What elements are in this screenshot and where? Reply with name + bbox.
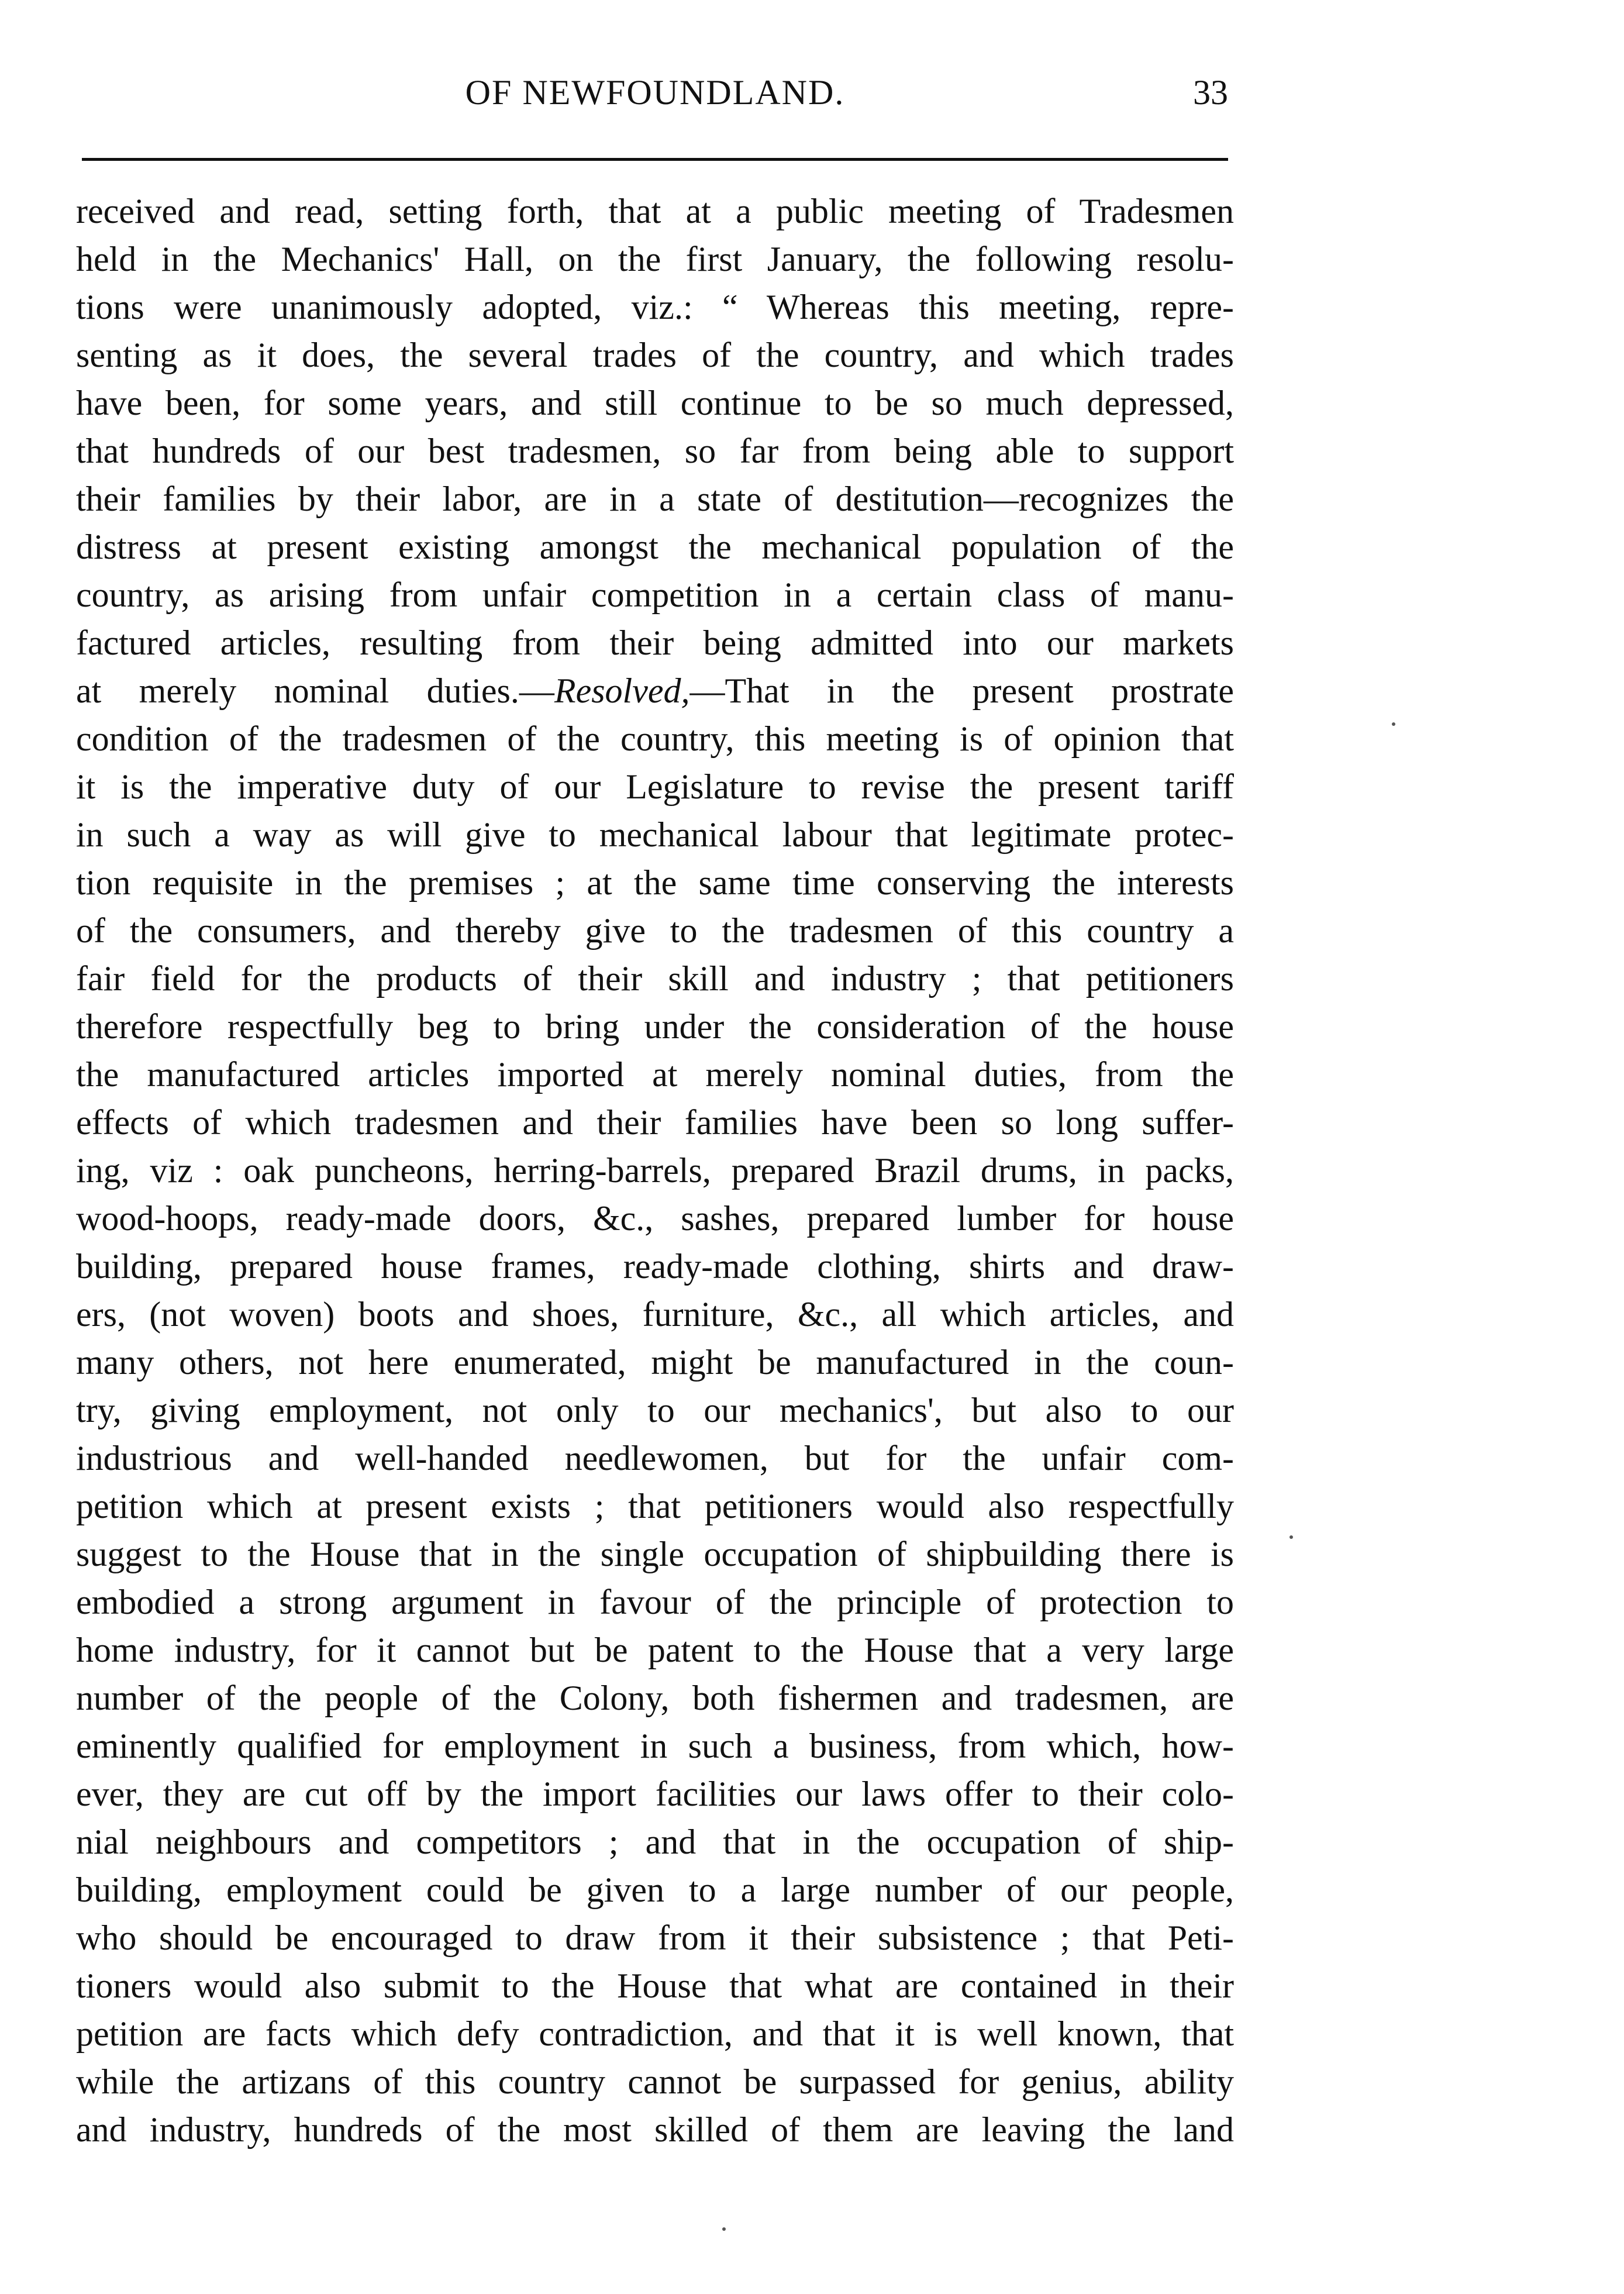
margin-speck [722,2227,726,2231]
running-head [82,69,1228,116]
text-line: nial neighbours and competitors ; and that in the occupation of ship- [76,1823,1234,1861]
text-line: ing, viz : oak puncheons, herring-barrels, prepared Brazil drums, in packs, [76,1151,1234,1190]
text-line: who should be encouraged to draw from it their subsistence ; that Peti- [76,1918,1234,1957]
text-line: the manufactured articles imported at merely nominal duties, from the [76,1055,1234,1094]
text-line [76,667,1234,715]
text-line: factured articles, resulting from their being admitted into our markets [76,624,1234,662]
text-line: distress at present existing amongst the mechanical population of the [76,528,1234,566]
body-text [76,187,1234,2154]
text-line: petition which at present exists ; that petitioners would also respectfully [76,1487,1234,1525]
text-line: industrious and well-handed needlewomen, but for the unfair com- [76,1439,1234,1477]
running-title: OF NEWFOUNDLAND. [465,73,845,112]
text-line: effects of which tradesmen and their families have been so long suffer- [76,1103,1234,1142]
text-line: of the consumers, and thereby give to the tradesmen of this country a [76,911,1234,950]
text-line: have been, for some years, and still continue to be so much depressed, [76,384,1234,422]
text-line: try, giving employment, not only to our mechanics', but also to our [76,1391,1234,1430]
text-line: that hundreds of our best tradesmen, so far from being able to support [76,432,1234,470]
text-line: senting as it does, the several trades of the country, and which trades [76,336,1234,374]
text-line: while the artizans of this country cannot be surpassed for genius, ability [76,2062,1234,2101]
text-line: condition of the tradesmen of the country, this meeting is of opinion that [76,719,1234,758]
text-segment: at merely nominal duties.— [76,671,554,710]
margin-speck [1289,1535,1293,1539]
text-line: building, employment could be given to a large number of our people, [76,1871,1234,1909]
text-line: suggest to the House that in the single occupation of shipbuilding there is [76,1535,1234,1573]
text-line: eminently qualified for employment in such a business, from which, how- [76,1727,1234,1765]
text-line: building, prepared house frames, ready-made clothing, shirts and draw- [76,1247,1234,1286]
text-line: tioners would also submit to the House that what are contained in their [76,1966,1234,2005]
text-line: tion requisite in the premises ; at the same time conserving the interests [76,863,1234,902]
text-line: therefore respectfully beg to bring under the consideration of the house [76,1007,1234,1046]
text-line: received and read, setting forth, that at a public meeting of Tradesmen [76,192,1234,230]
margin-speck [1392,722,1395,726]
italic-term: Resolved, [554,671,690,710]
text-line: embodied a strong argument in favour of the principle of protection to [76,1583,1234,1621]
page-number: 33 [1193,73,1228,112]
text-line: held in the Mechanics' Hall, on the first January, the following resolu- [76,240,1234,278]
text-line: many others, not here enumerated, might be manufactured in the coun- [76,1343,1234,1382]
text-segment: —That in the present prostrate [689,671,1234,710]
text-line: number of the people of the Colony, both fishermen and tradesmen, are [76,1679,1234,1717]
text-line: fair field for the products of their skill and industry ; that petitioners [76,959,1234,998]
header-rule [82,158,1228,161]
text-line: tions were unanimously adopted, viz.: “ Whereas this meeting, repre- [76,288,1234,326]
text-line: ever, they are cut off by the import facilities our laws offer to their colo- [76,1775,1234,1813]
text-line: ers, (not woven) boots and shoes, furniture, &c., all which articles, and [76,1295,1234,1334]
text-line: wood-hoops, ready-made doors, &c., sashes, prepared lumber for house [76,1199,1234,1238]
text-line: in such a way as will give to mechanical labour that legitimate protec- [76,815,1234,854]
text-line: petition are facts which defy contradiction, and that it is well known, that [76,2014,1234,2053]
text-line: home industry, for it cannot but be patent to the House that a very large [76,1631,1234,1669]
text-line: country, as arising from unfair competition in a certain class of manu- [76,576,1234,614]
text-line: and industry, hundreds of the most skilled of them are leaving the land [76,2110,1234,2149]
text-line: it is the imperative duty of our Legislature to revise the present tariff [76,767,1234,806]
text-line: their families by their labor, are in a state of destitution—recognizes the [76,480,1234,518]
